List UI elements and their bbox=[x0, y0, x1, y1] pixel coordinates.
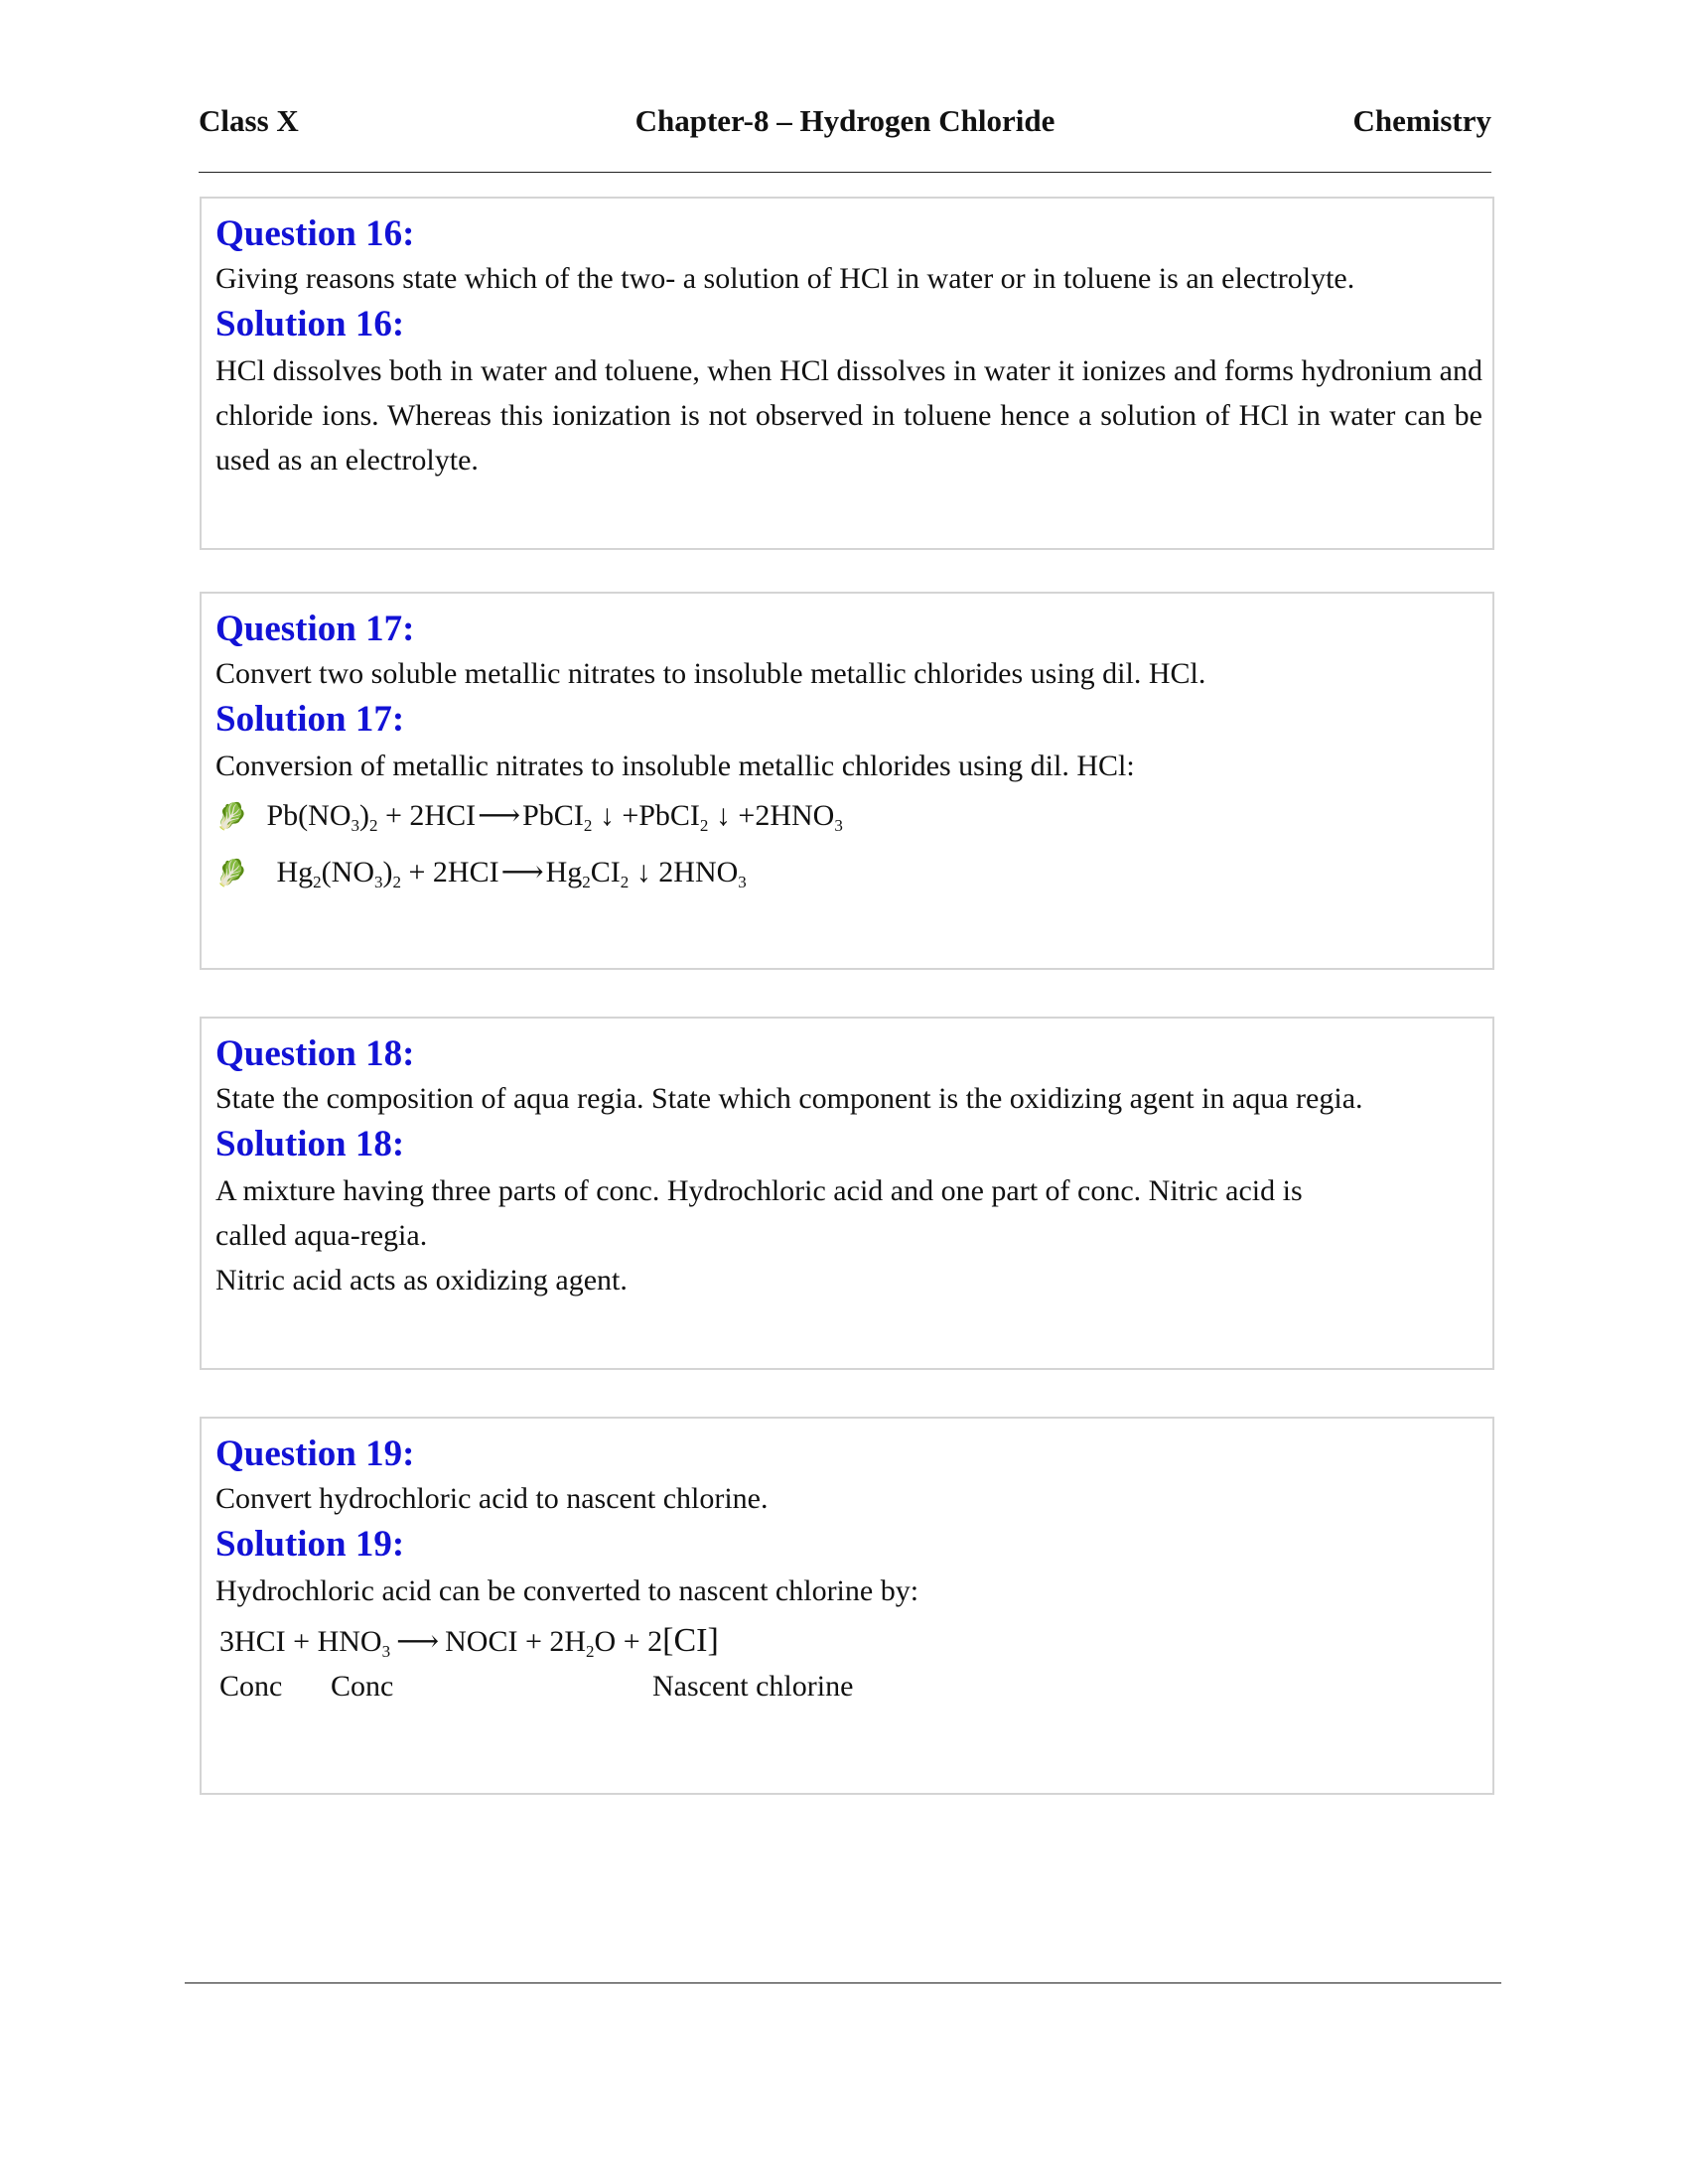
solution-17-title: Solution 17: bbox=[215, 699, 405, 740]
label-conc-hno3: Conc bbox=[331, 1670, 394, 1703]
question-17-text: Convert two soluble metallic nitrates to insoluble metallic chlorides using dil. HCl. bbox=[215, 657, 1206, 690]
question-18-box bbox=[200, 1017, 1494, 1370]
label-nascent-chlorine: Nascent chlorine bbox=[652, 1670, 854, 1703]
leaf-bullet-icon: 🥬 bbox=[215, 859, 248, 887]
equation-labels bbox=[215, 1670, 1482, 1715]
solution-16-text: HCl dissolves both in water and toluene, when HCl dissolves in water it ionizes and forms hydronium and chloride ions. Whereas this ionization is not observed in toluene hence a solution of HCl in water can be used as an electrolyte. bbox=[215, 354, 1482, 477]
reaction-arrow-icon: ⟶ bbox=[478, 799, 521, 832]
label-conc-hcl: Conc bbox=[219, 1670, 283, 1703]
question-16-box bbox=[200, 197, 1494, 550]
header-subject: Chemistry bbox=[1352, 103, 1491, 138]
question-16-text: Giving reasons state which of the two- a solution of HCl in water or in toluene is an electrolyte. bbox=[215, 262, 1355, 295]
question-18-text: State the composition of aqua regia. State which component is the oxidizing agent in aqua regia. bbox=[215, 1082, 1363, 1115]
solution-16-title: Solution 16: bbox=[215, 304, 405, 344]
solution-17-text: Conversion of metallic nitrates to insoluble metallic chlorides using dil. HCl: bbox=[215, 750, 1135, 782]
equation-lead-nitrate: 🥬 $Pb(NO_3)_2$ + 2HCI⟶PbCI$_2$ ↓ +PbCI$_2$ ↓ $+2HNO_3$ bbox=[215, 788, 1482, 845]
question-17-box bbox=[200, 592, 1494, 970]
footer-divider bbox=[185, 1982, 1501, 1983]
question-19-box bbox=[200, 1417, 1494, 1795]
header-class: Class X bbox=[199, 103, 299, 138]
leaf-bullet-icon: 🥬 bbox=[215, 802, 248, 831]
equation-mercurous-nitrate: 🥬 $Hg_2(NO_3)_2$ + $2HCI⟶Hg_2CI_2$ ↓ $2HNO_3$ bbox=[215, 845, 1482, 901]
reaction-arrow-icon: ⟶ bbox=[500, 856, 544, 888]
header-chapter-title: Chapter-8 – Hydrogen Chloride bbox=[634, 103, 1055, 138]
page-header bbox=[199, 99, 1491, 143]
question-19-text: Convert hydrochloric acid to nascent chlorine. bbox=[215, 1482, 769, 1515]
solution-18-line-1: A mixture having three parts of conc. Hydrochloric acid and one part of conc. Nitric acid is bbox=[215, 1174, 1303, 1207]
question-17-title: Question 17: bbox=[215, 609, 415, 649]
question-18-title: Question 18: bbox=[215, 1033, 415, 1074]
question-19-title: Question 19: bbox=[215, 1433, 415, 1474]
solution-19-text: Hydrochloric acid can be converted to nascent chlorine by: bbox=[215, 1574, 919, 1607]
header-divider bbox=[199, 172, 1491, 173]
reaction-arrow-icon: ⟶ bbox=[396, 1625, 440, 1658]
solution-18-line-3: Nitric acid acts as oxidizing agent. bbox=[215, 1264, 628, 1297]
equation-nascent-chlorine: $3HCI + HNO_3$ ⟶ NOCI + $2H_2O + 2[CI]$ bbox=[219, 1622, 719, 1661]
solution-18-line-2: called aqua-regia. bbox=[215, 1219, 428, 1252]
solution-18-title: Solution 18: bbox=[215, 1124, 405, 1164]
question-16-title: Question 16: bbox=[215, 213, 415, 254]
solution-19-title: Solution 19: bbox=[215, 1524, 405, 1565]
